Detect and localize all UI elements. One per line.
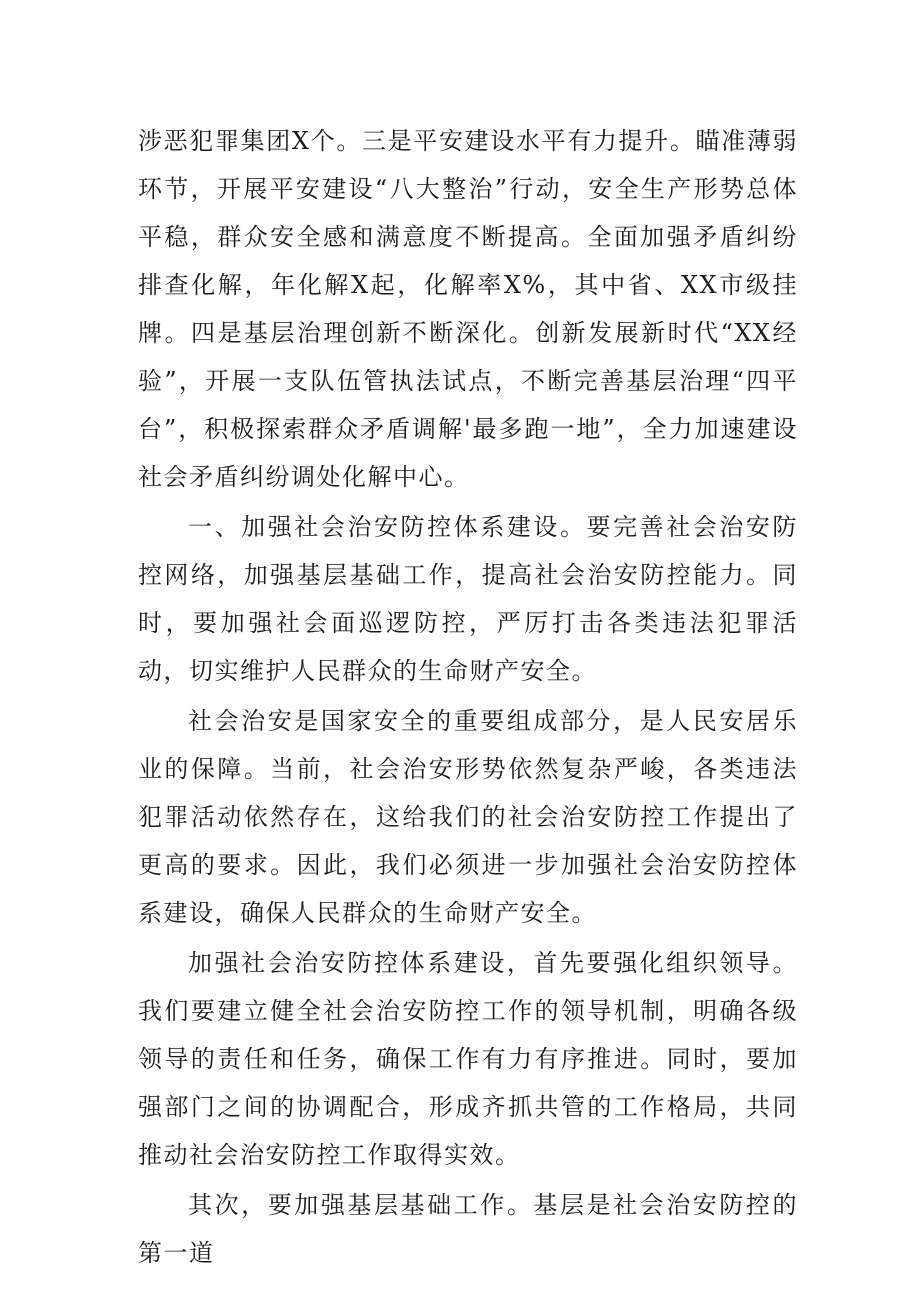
paragraph-section-one: 一、加强社会治安防控体系建设。要完善社会治安防控网络，加强基层基础工作，提高社会治安防控能力。同时，要加强社会面巡逻防控，严厉打击各类违法犯罪活动，切实维护人民群众的生命财产安全。 [138, 513, 798, 685]
paragraph-continued: 涉恶犯罪集团X个。三是平安建设水平有力提升。瞄准薄弱环节，开展平安建设“八大整治”行动，安全生产形势总体平稳，群众安全感和满意度不断提高。全面加强矛盾纠纷排查化解，年化解X起，化解率X%，其中省、XX市级挂牌。四是基层治理创新不断深化。创新发展新时代“XX经验”，开展一支队伍管执法试点，不断完善基层治理“四平台”，积极探索群众矛盾调解'最多跑一地”，全力加速建设社会矛盾纠纷调处化解中心。 [138, 127, 798, 491]
paragraph-leadership: 加强社会治安防控体系建设，首先要强化组织领导。我们要建立健全社会治安防控工作的领导机制，明确各级领导的责任和任务，确保工作有力有序推进。同时，要加强部门之间的协调配合，形成齐抓共管的工作格局，共同推动社会治安防控工作取得实效。 [138, 949, 798, 1169]
paragraph-public-security: 社会治安是国家安全的重要组成部分，是人民安居乐业的保障。当前，社会治安形势依然复杂严峻，各类违法犯罪活动依然存在，这给我们的社会治安防控工作提出了更高的要求。因此，我们必须进一步加强社会治安防控体系建设，确保人民群众的生命财产安全。 [138, 707, 798, 927]
document-body [138, 117, 798, 1277]
paragraph-grassroots: 其次，要加强基层基础工作。基层是社会治安防控的第一道 [138, 1191, 798, 1267]
